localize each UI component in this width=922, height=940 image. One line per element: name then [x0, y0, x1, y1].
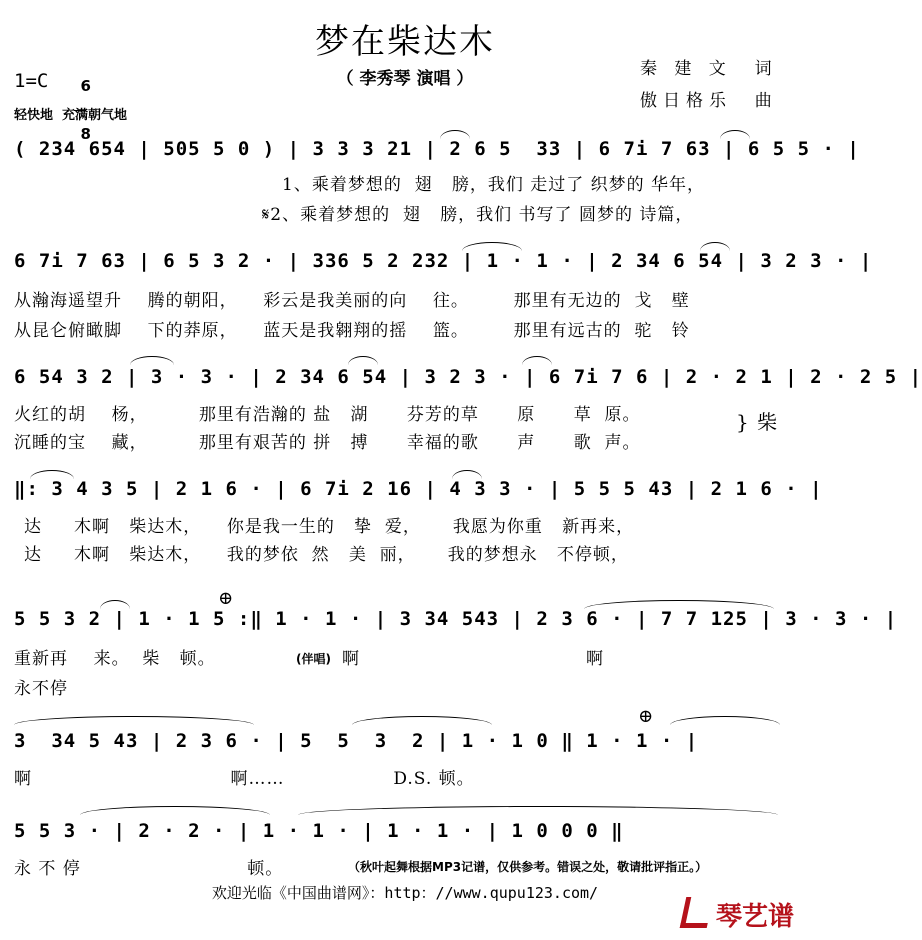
lyric-line-6: 啊 啊…… D.S. 顿。 [14, 769, 475, 789]
notation-line-2: 6 7i 7 63 | 6 5 3 2 · | 336 5 2 232 | 1 · 1 · | 2 34 6 54 | 3 2 3 · | [14, 250, 873, 272]
logo-mark-icon [680, 897, 714, 928]
accompaniment-label: (伴唱) [296, 652, 331, 666]
lyric-line-7: 永 不 停 顿。 [14, 859, 284, 879]
composer-credit: 傲日格乐 曲 [640, 91, 778, 111]
lyricist-credit: 秦 建 文 词 [640, 59, 778, 79]
time-signature-bottom: 8 [80, 125, 91, 143]
website-footer: 欢迎光临《中国曲谱网》：http：//www.qupu123.com/ [211, 884, 599, 902]
logo-text: 琴艺谱 [715, 902, 794, 932]
ah-lyric-2: 啊 [586, 649, 604, 669]
key-signature: 1=C [14, 70, 49, 92]
lyric-line-1-verse-1: 1、乘着梦想的 翅 膀，我们 走过了 织梦的 华年， [282, 175, 706, 195]
lyric-line-4-verse-1: 达 木啊 柴达木， 你是我一生的 挚 爱， 我愿为你重 新再来， [24, 517, 635, 537]
lyric-line-1-verse-2: 𝄋2、乘着梦想的 翅 膀，我们 书写了 圆梦的 诗篇， [262, 205, 694, 225]
lyric-line-2-verse-1: 从瀚海遥望升 腾的朝阳， 彩云是我美丽的向 往。 那里有无边的 戈 壁 [14, 291, 690, 311]
time-signature-top: 6 [80, 77, 91, 95]
lyric-line-5-verse-2: 永不停 [14, 679, 68, 699]
lyric-line-3-verse-1: 火红的胡 杨， 那里有浩瀚的 盐 湖 芬芳的草 原 草 原。 [14, 405, 641, 425]
notation-line-7: 5 5 3 · | 2 · 2 · | 1 · 1 · | 1 · 1 · | 1 0 0 0 ‖ [14, 820, 624, 842]
brace-chai: } 柴 [736, 410, 779, 434]
ah-lyric-1: 啊 [342, 649, 360, 669]
time-signature [70, 64, 91, 142]
lyric-line-2-verse-2: 从昆仑俯瞰脚 下的莽原， 蓝天是我翱翔的摇 篮。 那里有远古的 驼 铃 [14, 321, 690, 341]
lyric-line-4-verse-2: 达 木啊 柴达木， 我的梦依 然 美 丽， 我的梦想永 不停顿， [24, 545, 629, 565]
notation-line-4: ‖: 3 4 3 5 | 2 1 6 · | 6 7i 2 16 | 4 3 3 · | 5 5 5 43 | 2 1 6 · | [14, 478, 823, 500]
coda-sign-2: ⊕ [638, 706, 654, 727]
performer-line: （ 李秀琴 演唱 ） [336, 69, 474, 89]
lyric-line-3-verse-2: 沉睡的宝 藏， 那里有艰苦的 拼 搏 幸福的歌 声 歌 声。 [14, 433, 641, 453]
site-logo [683, 896, 794, 933]
lyric-line-5-verse-1: 重新再 来。 柴 顿。 [14, 649, 216, 669]
notation-line-5: 5 5 3 2 | 1 · 1 5 :‖ 1 · 1 · | 3 34 543 | 2 3 6 · | 7 7 125 | 3 · 3 · | [14, 608, 898, 630]
notation-line-6: 3 34 5 43 | 2 3 6 · | 5 5 3 2 | 1 · 1 0 ‖ 1 · 1 · | [14, 730, 699, 752]
notation-line-3: 6 54 3 2 | 3 · 3 · | 2 34 6 54 | 3 2 3 · | 6 7i 7 6 | 2 · 2 1 | 2 · 2 5 | [14, 366, 922, 388]
transcription-note: （秋叶起舞根据MP3记谱，仅供参考。错误之处，敬请批评指正。） [348, 860, 708, 874]
notation-line-1: ( 234 654 | 505 5 0 ) | 3 3 3 21 | 2 6 5 33 | 6 7i 7 63 | 6 5 5 · | [14, 138, 860, 160]
song-title: 梦在柴达木 [315, 22, 495, 62]
coda-sign: ⊕ [218, 588, 234, 609]
tempo-marking: 轻快地 充满朝气地 [14, 108, 128, 123]
